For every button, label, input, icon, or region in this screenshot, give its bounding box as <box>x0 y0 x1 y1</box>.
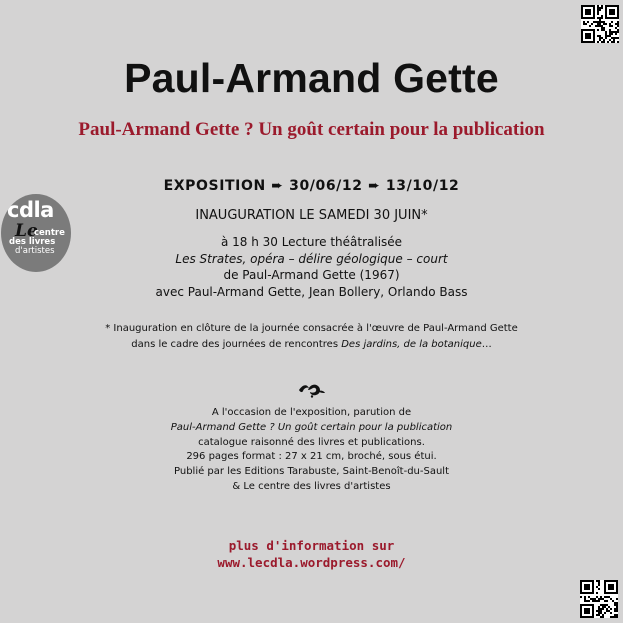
website-link[interactable]: www.lecdla.wordpress.com/ <box>217 555 406 570</box>
footnote-line-2 <box>0 337 623 353</box>
footnote-ellipsis: … <box>481 339 492 350</box>
program-time: à 18 h 30 Lecture théâtralisée <box>220 235 403 249</box>
footnote-text: dans le cadre des journées de rencontres <box>131 339 342 350</box>
program-performers: avec Paul-Armand Gette, Jean Bollery, Orlando Bass <box>155 285 468 300</box>
page-subtitle: Paul-Armand Gette ? Un goût certain pour la publication <box>78 119 545 140</box>
exhibition-dates <box>0 178 623 194</box>
footnote-line-1: * Inauguration en clôture de la journée consacrée à l'œuvre de Paul-Armand Gette <box>105 323 518 334</box>
exhibition-end: 13/10/12 <box>385 178 460 194</box>
exhibition-label: EXPOSITION <box>163 178 266 194</box>
arrow-icon: ➨ <box>271 178 284 194</box>
publication-line-4: 296 pages format : 27 x 21 cm, broché, sous étui. <box>186 451 437 463</box>
qr-code-icon[interactable] <box>581 5 619 43</box>
footnote-italic: Des jardins, de la botanique <box>341 339 482 350</box>
inauguration-heading: INAUGURATION LE SAMEDI 30 JUIN* <box>195 208 428 223</box>
publication-block <box>0 406 623 495</box>
fleuron-icon <box>298 382 326 398</box>
more-info-label: plus d'information sur <box>228 538 395 553</box>
page-title: Paul-Armand Gette <box>124 55 499 101</box>
logo-line-2: des livres <box>9 237 56 247</box>
footnote <box>0 321 623 353</box>
publication-title: Paul-Armand Gette ? Un goût certain pour la publication <box>170 421 453 433</box>
program-block <box>0 234 623 301</box>
more-info <box>0 537 623 571</box>
logo-line-3: d'artistes <box>15 246 55 256</box>
publication-line-3: catalogue raisonné des livres et publications. <box>198 436 425 448</box>
logo-line-1: centre <box>34 228 65 238</box>
qr-code-icon[interactable] <box>580 580 618 618</box>
program-author: de Paul-Armand Gette (1967) <box>223 268 400 283</box>
program-work-title: Les Strates, opéra – délire géologique – court <box>175 251 448 266</box>
publication-line-5: Publié par les Editions Tarabuste, Saint-Benoît-du-Sault <box>174 466 449 478</box>
publication-line-1: A l'occasion de l'exposition, parution de <box>211 407 412 418</box>
logo-mark: cdla <box>7 198 54 222</box>
exhibition-start: 30/06/12 <box>289 178 363 194</box>
logo-le: Le <box>15 221 38 241</box>
arrow-icon: ➨ <box>368 178 381 194</box>
publication-line-6: & Le centre des livres d'artistes <box>232 480 391 492</box>
